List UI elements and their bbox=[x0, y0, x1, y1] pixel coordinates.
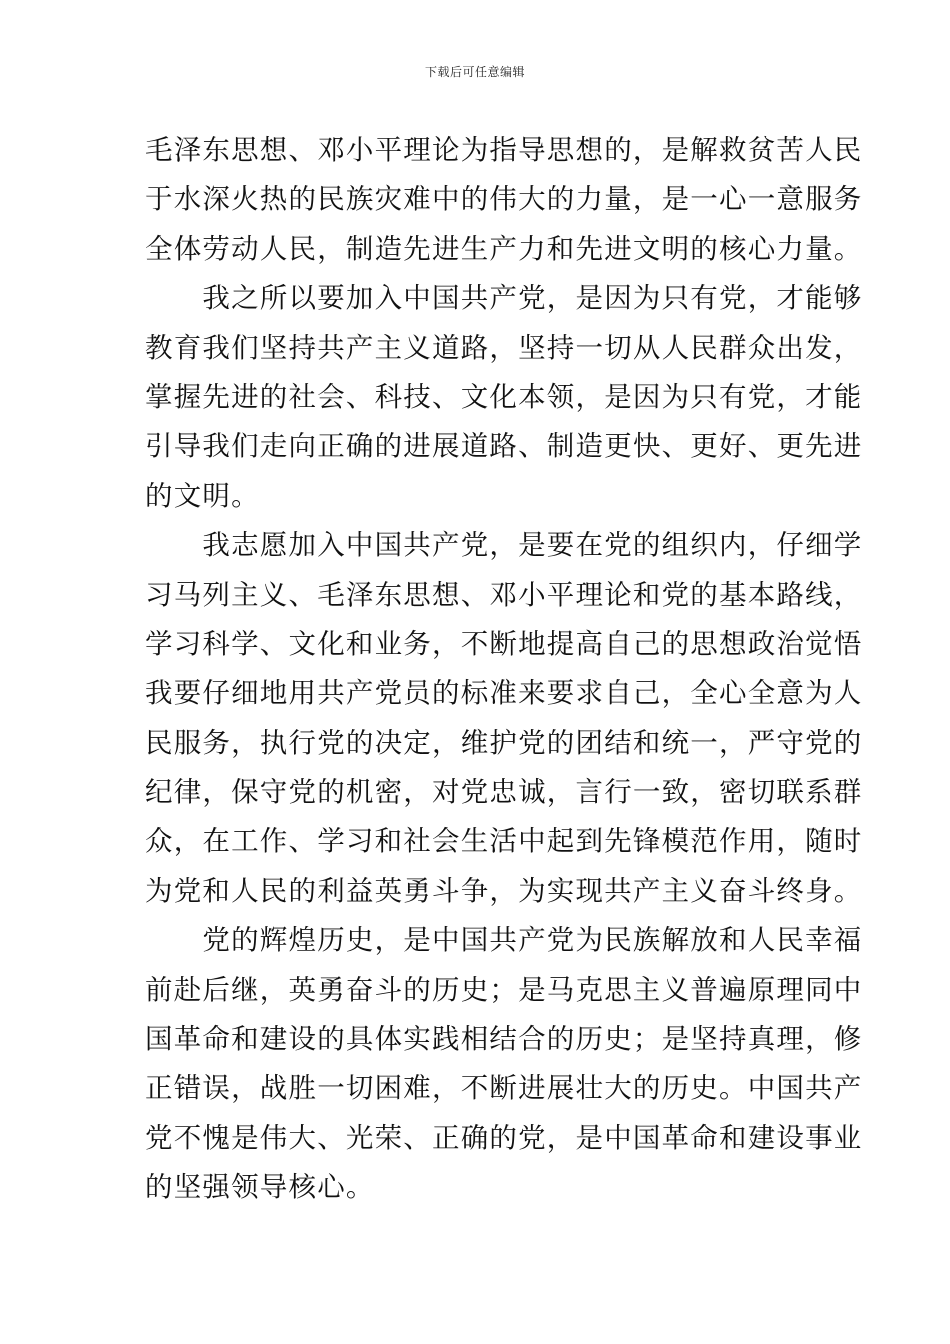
text-line: 教育我们坚持共产主义道路，坚持一切从人民群众出发， bbox=[145, 331, 863, 364]
text-line: 引导我们走向正确的进展道路、制造更快、更好、更先进 bbox=[145, 430, 863, 463]
paragraph-first-line: 我志愿加入中国共产党，是要在党的组织内，仔细学 bbox=[145, 529, 863, 562]
text-line: 党不愧是伟大、光荣、正确的党，是中国革命和建设事业 bbox=[145, 1121, 863, 1154]
text-line: 全体劳动人民，制造先进生产力和先进文明的核心力量。 bbox=[145, 232, 863, 265]
text-line: 国革命和建设的具体实践相结合的历史；是坚持真理，修 bbox=[145, 1023, 863, 1056]
text-line: 学习科学、文化和业务，不断地提高自己的思想政治觉悟 bbox=[145, 627, 863, 660]
text-line: 习马列主义、毛泽东思想、邓小平理论和党的基本路线， bbox=[145, 578, 863, 611]
text-line: 我要仔细地用共产党员的标准来要求自己，全心全意为人 bbox=[145, 677, 863, 710]
text-line: 掌握先进的社会、科技、文化本领，是因为只有党，才能 bbox=[145, 380, 863, 413]
body-text bbox=[145, 126, 863, 1213]
page-header: 下载后可任意编辑 bbox=[424, 65, 525, 79]
paragraph-first-line: 党的辉煌历史，是中国共产党为民族解放和人民幸福 bbox=[145, 924, 863, 957]
text-line: 民服务，执行党的决定，维护党的团结和统一，严守党的 bbox=[145, 726, 863, 759]
text-line: 正错误，战胜一切困难，不断进展壮大的历史。中国共产 bbox=[145, 1072, 863, 1105]
text-line: 众，在工作、学习和社会生活中起到先锋模范作用，随时 bbox=[145, 825, 863, 858]
text-line: 纪律，保守党的机密，对党忠诚，言行一致，密切联系群 bbox=[145, 776, 863, 809]
text-line: 前赴后继，英勇奋斗的历史；是马克思主义普遍原理同中 bbox=[145, 973, 863, 1006]
paragraph-first-line: 我之所以要加入中国共产党，是因为只有党，才能够 bbox=[145, 282, 863, 315]
text-line: 的文明。 bbox=[145, 479, 260, 512]
text-line: 毛泽东思想、邓小平理论为指导思想的，是解救贫苦人民 bbox=[145, 134, 863, 166]
text-line: 于水深火热的民族灾难中的伟大的力量，是一心一意服务 bbox=[145, 183, 863, 216]
text-line: 为党和人民的利益英勇斗争，为实现共产主义奋斗终身。 bbox=[145, 874, 863, 907]
text-line: 的坚强领导核心。 bbox=[145, 1171, 375, 1204]
